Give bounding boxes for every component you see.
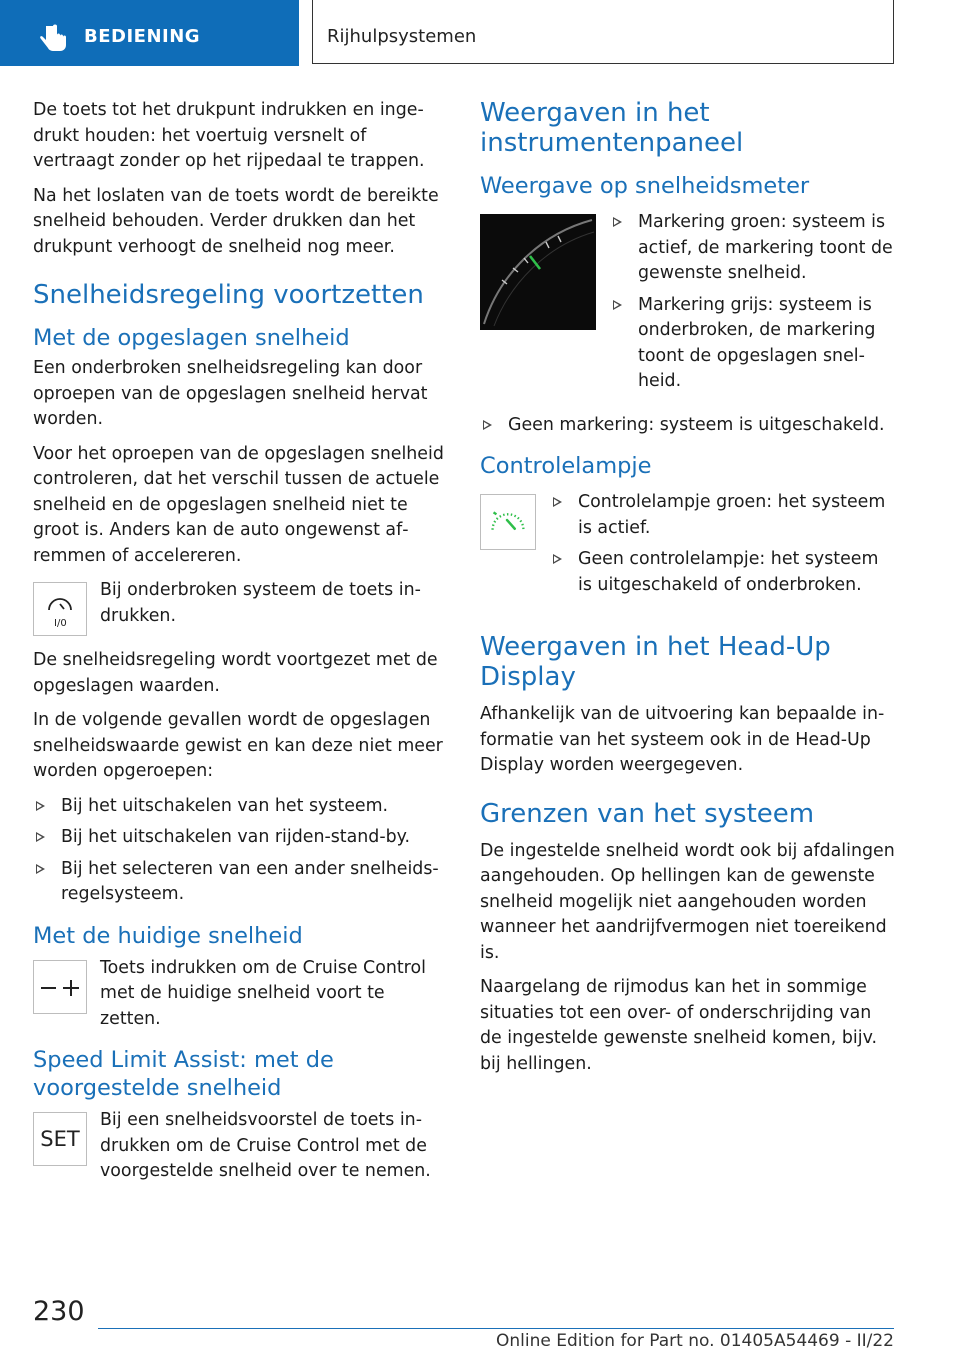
section-tab-label: BEDIENING [84, 26, 201, 47]
saved-paragraph-4: In de volgende gevallen wordt de opgeslagen snelheidswaarde gewist en kan deze niet meer worden opgeroepen: [33, 710, 443, 781]
left-column [33, 98, 449, 1197]
speedometer-list [610, 210, 896, 401]
list-item: Geen controlelampje: het systeem is uitgeschakeld of onderbroken. [550, 547, 896, 598]
set-button-icon [33, 1112, 87, 1166]
io-button-row [33, 578, 449, 636]
saved-paragraph-2: Voor het oproepen van de opgeslagen snelheid controleren, dat het verschil tussen de actuele snelheid en de opgeslagen snelheid niet te groot is. Anders kan de auto ongewenst afremmen of accelereren. [33, 443, 444, 566]
limits-paragraph-2: Naargelang de rijmodus kan het in sommige situaties tot een over- of onderschrijding van de ingestelde gewenste snelheid komen, bijv. bij hellingen. [480, 977, 878, 1074]
footer-rule [98, 1328, 894, 1329]
set-label: SET [40, 1127, 80, 1151]
minus-plus-icon [33, 960, 87, 1014]
heading-saved-speed: Met de opgeslagen snelheid [33, 325, 350, 351]
footer-edition: Online Edition for Part no. 01405A54469 - II/22 [495, 1331, 894, 1351]
saved-paragraph-3: De snelheidsregeling wordt voortgezet met de opgeslagen waarden. [33, 650, 438, 696]
heading-system-limits: Grenzen van het systeem [480, 798, 815, 829]
list-item: Controlelampje groen: het systeem is actief. [550, 490, 896, 541]
speedometer-row [480, 210, 896, 409]
set-button-text: Bij een snelheidsvoorstel de toets indrukken om de Cruise Control met de voorgestelde snelheid over te nemen. [100, 1110, 431, 1181]
hand-pointer-icon [36, 22, 72, 58]
speedometer-image [480, 214, 596, 330]
set-button-row [33, 1108, 449, 1185]
io-label: I/0 [54, 618, 67, 629]
saved-speed-list [33, 794, 449, 908]
intro-paragraph-1: De toets tot het drukpunt indrukken en ingedrukt houden: het voertuig versnelt of vertraagt zonder op het rijpedaal te trappen. [33, 100, 425, 171]
minus-plus-text: Toets indrukken om de Cruise Control met de huidige snelheid voort te zetten. [100, 957, 426, 1029]
list-item: Markering groen: systeem is actief, de markering toont de gewenste snelheid. [610, 210, 896, 287]
io-button-icon [33, 582, 87, 636]
chapter-title: Rijhulpsystemen [327, 26, 477, 47]
list-item: Bij het uitschakelen van rijden-stand-by. [33, 825, 449, 851]
list-item: Bij het uitschakelen van het systeem. [33, 794, 449, 820]
list-item: Bij het selecteren van een ander snelheidsregelsysteem. [33, 857, 449, 908]
heading-speedometer: Weergave op snelheidsmeter [480, 173, 810, 199]
heading-displays: Weergaven in het instrumentenpaneel [480, 98, 744, 158]
heading-current-speed: Met de huidige snelheid [33, 922, 303, 949]
heading-speed-limit-assist: Speed Limit Assist: met de voorgestelde snelheid [33, 1047, 334, 1101]
heading-indicator-lamp: Controlelampje [480, 453, 652, 479]
speedometer-list-extra [480, 413, 896, 439]
indicator-lamp-row [480, 490, 896, 612]
indicator-lamp-list [550, 490, 896, 604]
minus-plus-row [33, 956, 449, 1033]
io-button-text: Bij onderbroken systeem de toets indrukken. [100, 580, 421, 626]
page-number: 230 [33, 1296, 85, 1327]
list-item: Markering grijs: systeem is onderbroken, de markering toont de opgeslagen snelheid. [610, 293, 896, 395]
saved-paragraph-1: Een onderbroken snelheidsregeling kan door oproepen van de opgeslagen snelheid hervat worden. [33, 358, 428, 429]
hud-paragraph: Afhankelijk van de uitvoering kan bepaalde informatie van het systeem ook in de Head-Up Display worden weergegeven. [480, 704, 885, 775]
list-item: Geen markering: systeem is uitgeschakeld. [480, 413, 896, 439]
intro-paragraph-2: Na het loslaten van de toets wordt de bereikte snelheid behouden. Verder drukken dan het drukpunt verhoogt de snelheid nog meer. [33, 185, 439, 257]
chapter-header [312, 0, 894, 64]
cruise-indicator-icon [480, 494, 536, 550]
heading-resume: Snelheidsregeling voortzetten [33, 280, 424, 310]
section-tab [0, 0, 299, 66]
heading-hud: Weergaven in het Head-Up Display [480, 632, 831, 692]
limits-paragraph-1: De ingestelde snelheid wordt ook bij afdalingen aangehouden. Op hellingen kan de gewenste snelheid mogelijk niet aangehouden worden wanneer het aandrijfvermogen niet toereikend is. [480, 840, 895, 963]
right-column [480, 98, 896, 1086]
